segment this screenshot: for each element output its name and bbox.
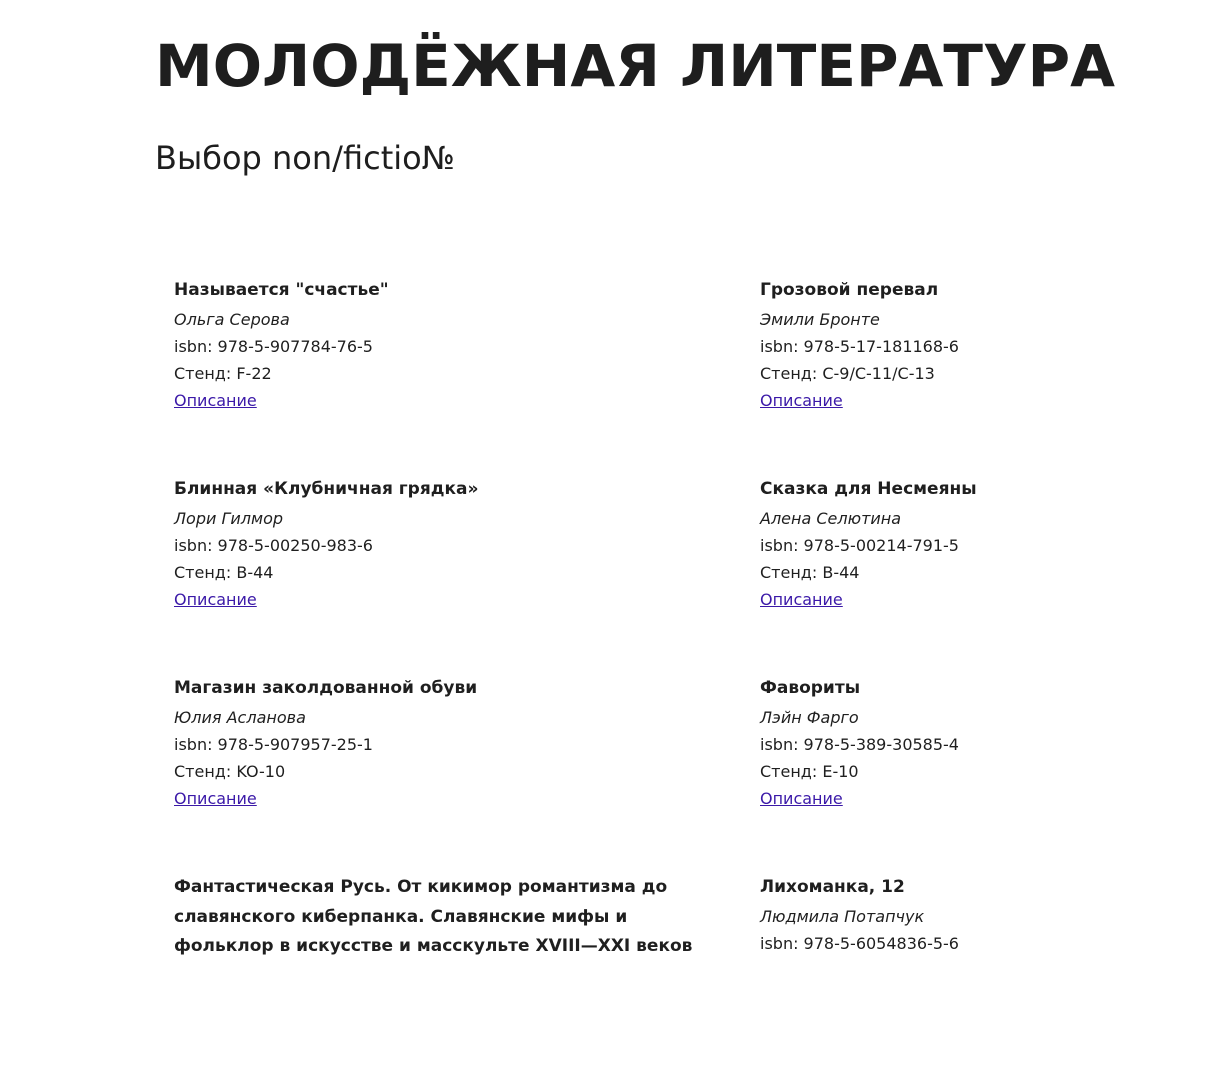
book-title: Называется "счастье" bbox=[174, 280, 389, 300]
book-description-link[interactable]: Описание bbox=[760, 391, 843, 411]
book-isbn: isbn: 978-5-907784-76-5 bbox=[174, 336, 373, 356]
book-stand: Стенд: F-22 bbox=[174, 364, 272, 384]
book-title: Грозовой перевал bbox=[760, 280, 939, 300]
book-isbn: isbn: 978-5-00250-983-6 bbox=[174, 535, 373, 555]
book-title: Фавориты bbox=[760, 678, 861, 698]
book-stand: Стенд: E-10 bbox=[760, 762, 859, 782]
book-isbn: isbn: 978-5-17-181168-6 bbox=[760, 336, 959, 356]
book-description-link[interactable]: Описание bbox=[760, 789, 843, 809]
book-title: Сказка для Несмеяны bbox=[760, 479, 977, 499]
book-description-link[interactable]: Описание bbox=[174, 590, 257, 610]
book-title: Магазин заколдованной обуви bbox=[174, 678, 478, 698]
book-list bbox=[174, 276, 1074, 1072]
book-card bbox=[174, 276, 760, 475]
book-isbn: isbn: 978-5-00214-791-5 bbox=[760, 535, 959, 555]
book-card bbox=[760, 873, 1060, 1072]
book-title: Фантастическая Русь. От кикимор романтизма до славянского киберпанка. Славянские мифы и фольклор в искусстве и масскульте XVIII—XXI веков bbox=[174, 877, 693, 956]
book-card bbox=[760, 276, 1060, 475]
book-author: Эмили Бронте bbox=[760, 309, 880, 329]
book-card bbox=[760, 475, 1060, 674]
book-author: Лори Гилмор bbox=[174, 508, 284, 528]
book-author: Ольга Серова bbox=[174, 309, 290, 329]
book-stand: Стенд: C-9/C-11/C-13 bbox=[760, 364, 935, 384]
book-author: Людмила Потапчук bbox=[760, 906, 925, 926]
book-description-link[interactable]: Описание bbox=[760, 590, 843, 610]
book-title: Блинная «Клубничная грядка» bbox=[174, 479, 479, 499]
book-card bbox=[174, 475, 760, 674]
book-stand: Стенд: B-44 bbox=[174, 563, 274, 583]
book-description-link[interactable]: Описание bbox=[174, 391, 257, 411]
book-author: Юлия Асланова bbox=[174, 707, 306, 727]
book-title: Лихоманка, 12 bbox=[760, 877, 905, 897]
book-description-link[interactable]: Описание bbox=[174, 789, 257, 809]
book-author: Лэйн Фарго bbox=[760, 707, 859, 727]
page-subtitle: Выбор non/fictio№ bbox=[155, 139, 455, 177]
page-title: МОЛОДЁЖНАЯ ЛИТЕРАТУРА bbox=[155, 32, 1116, 100]
book-stand: Стенд: KO-10 bbox=[174, 762, 286, 782]
book-isbn: isbn: 978-5-6054836-5-6 bbox=[760, 933, 959, 953]
book-card bbox=[760, 674, 1060, 873]
book-isbn: isbn: 978-5-389-30585-4 bbox=[760, 734, 959, 754]
book-isbn: isbn: 978-5-907957-25-1 bbox=[174, 734, 373, 754]
book-stand: Стенд: B-44 bbox=[760, 563, 860, 583]
book-card bbox=[174, 873, 760, 1072]
book-card bbox=[174, 674, 760, 873]
book-author: Алена Селютина bbox=[760, 508, 902, 528]
